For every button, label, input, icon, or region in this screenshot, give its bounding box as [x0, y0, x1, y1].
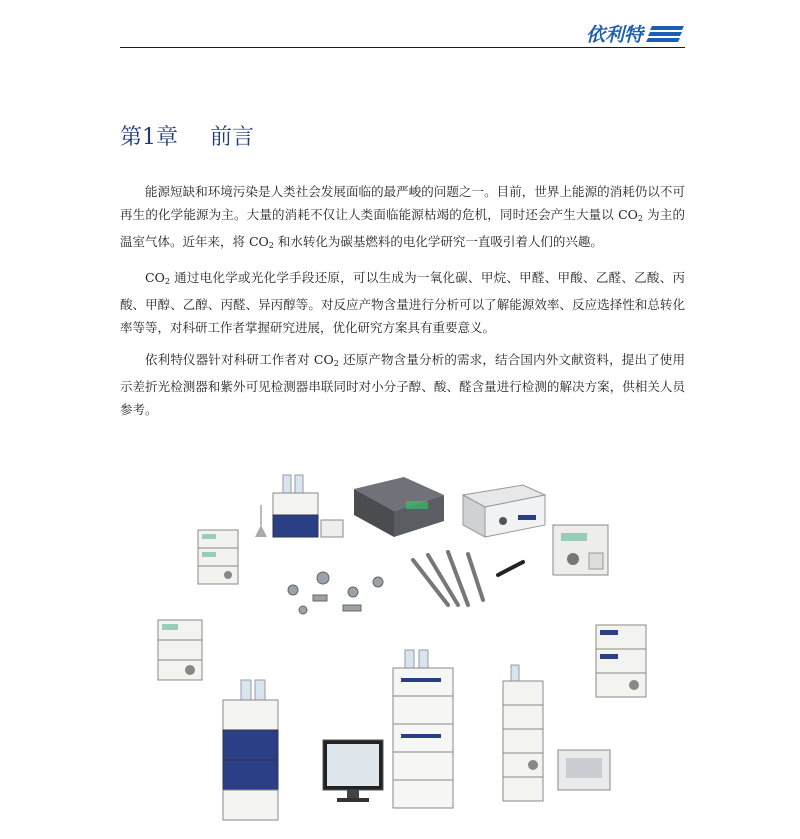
hplc-columns — [413, 552, 523, 605]
monitor — [323, 740, 383, 802]
header-rule — [120, 47, 685, 48]
detector-box — [463, 485, 545, 537]
logo-stripes-icon — [646, 26, 684, 42]
paragraph-3: 依利特仪器针对科研工作者对 $CO_2$ 还原产物含量分析的需求，结合国内外文献资料，提出了使用示差折光检测器和紫外可见检测器串联同时对小分子醇、酸、醛含量进行检测的解决方案，供相关人员参考。 — [120, 352, 685, 417]
chapter-title: 前言 — [210, 125, 255, 150]
hplc-system-blue — [223, 680, 278, 820]
hplc-system-small — [255, 475, 343, 537]
spectrophotometer — [354, 477, 444, 537]
company-logo — [586, 20, 686, 48]
column-fittings — [288, 572, 383, 614]
autosampler — [558, 750, 610, 790]
paragraph-1: 能源短缺和环境污染是人类社会发展面临的最严峻的问题之一。目前，世界上能源的消耗仍以不可再生的化学能源为主。大量的消耗不仅让人类面临能源枯竭的危机，同时还会产生大量以 $CO_2$ 为主的温室气体。近年来，将 $CO_2$ 和水转化为碳基燃料的电化学研究一直吸引着人们的兴趣。 — [120, 184, 685, 250]
pump-module — [553, 525, 608, 575]
hplc-system-right — [503, 665, 543, 801]
modular-hplc-lower-left — [158, 620, 202, 680]
chapter-heading — [120, 120, 254, 151]
modular-hplc-right — [596, 625, 646, 697]
instrument-collage — [118, 455, 683, 835]
body-text — [120, 180, 685, 430]
modular-hplc-left — [198, 530, 238, 584]
hplc-system-center — [393, 650, 453, 808]
paragraph-2: $CO_2$ 通过电化学或光化学手段还原，可以生成为一氧化碳、甲烷、甲醛、甲酸、乙醛、乙酸、丙酸、甲醇、乙醇、丙醛、异丙醇等。对反应产物含量进行分析可以了解能源效率、反应选择性和总转化率等等，对科研工作者掌握研究进展，优化研究方案具有重要意义。 — [120, 270, 685, 335]
chapter-number: 第1章 — [120, 125, 178, 150]
logo-text: 依利特 — [586, 24, 644, 46]
